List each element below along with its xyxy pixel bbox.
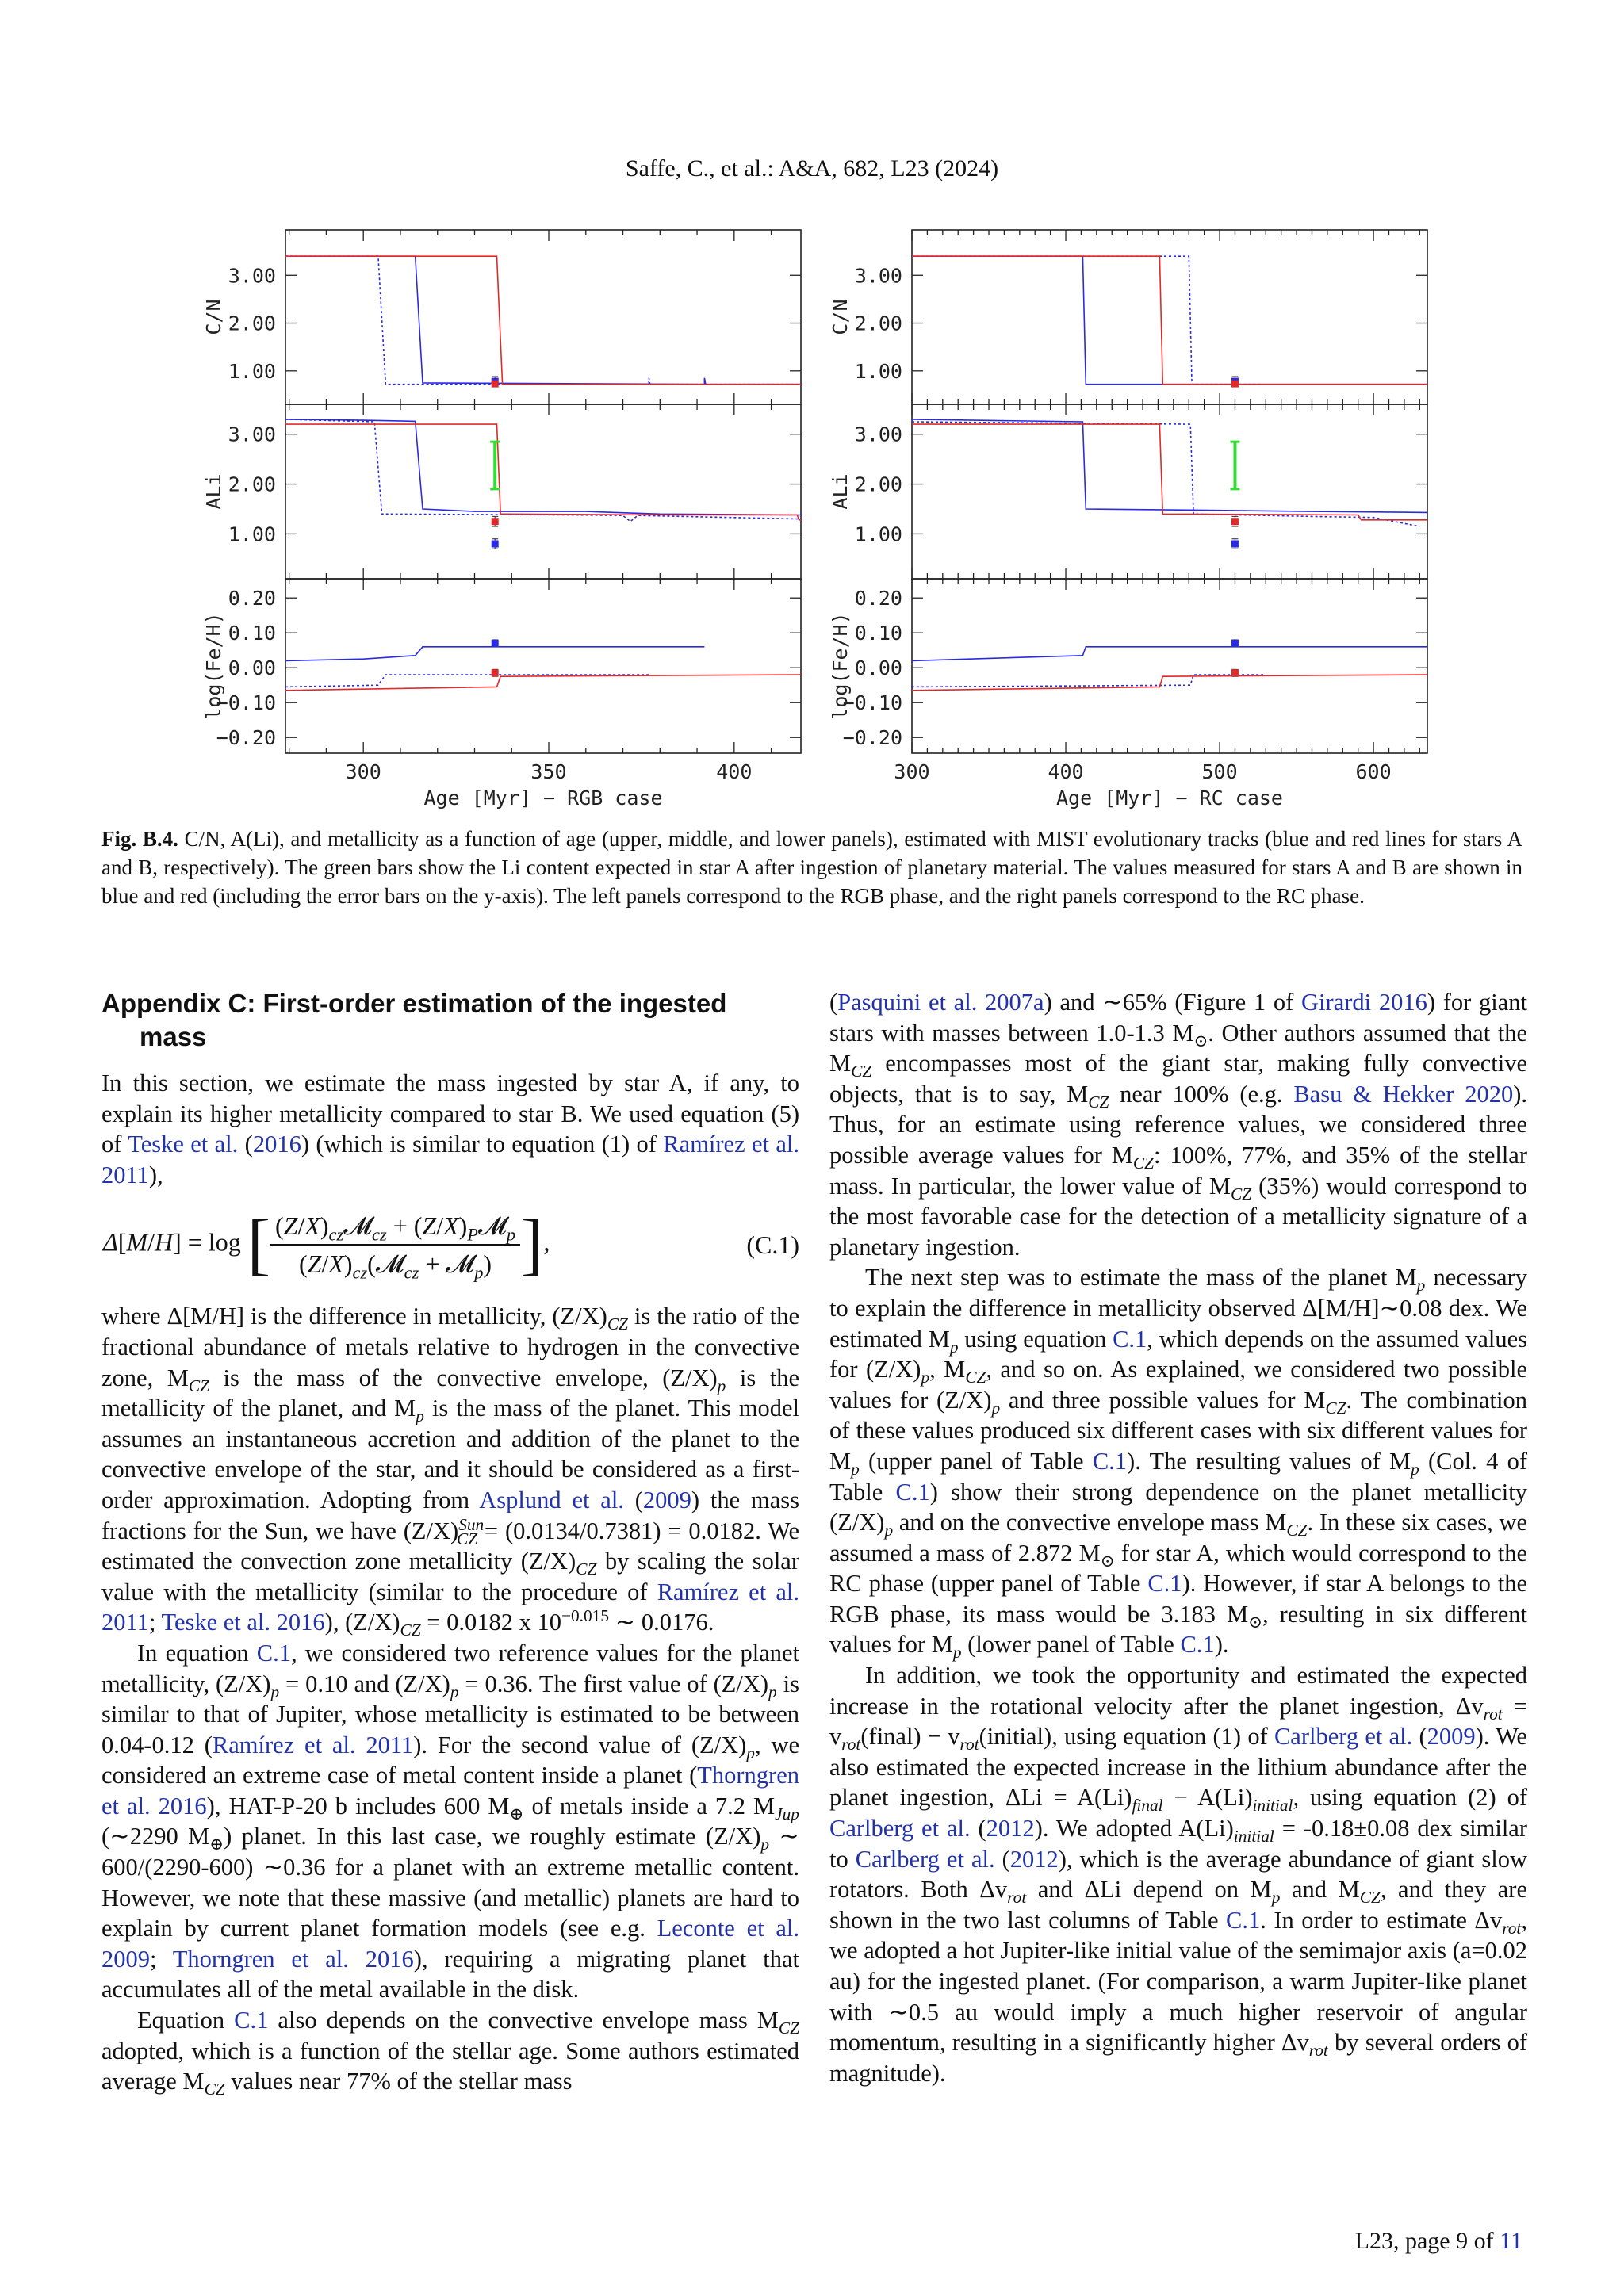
y-tick-label: 2.00 [228,312,276,335]
table-link[interactable]: C.1 [1092,1447,1128,1475]
track-line [912,424,1427,520]
citation-link[interactable]: Carlberg et al. [829,1815,971,1843]
paragraph-planet-metallicity: In equation C.1, we considered two reference values for the planet metallicity, $(Z/X)_p = 0.10$ and $(Z/X)_p = 0.36$. The first value of $(Z/X)_p$ is similar to that of Jupiter, whose metallicity is estimated to be between 0.04-0.12 (Ramírez et al. 2011). For the second value of $(Z/X)_p$, we considered an extreme case of metal content inside a planet (Thorngren et al. 2016), HAT-P-20 b includes 600 $M_\oplus$ of metals inside a 7.2 $M_{Jup}$ (∼2290 $M_\oplus$) planet. In this last case, we roughly estimate $(Z/X)_p$ ∼ 600/(2290-600) ∼0.36 for a planet with an extreme metallic content. However, we note that these massive (and metallic) planets are hard to explain by current planet formation models (see e.g. Leconte et al. 2009; Thorngren et al. 2016), requiring a migrating planet that accumulates all of the metal available in the disk. [102,1639,799,2003]
y-tick-label: −0.10 [216,691,276,715]
figure-caption [102,825,1522,910]
equation-number: (C.1) [746,1230,799,1260]
track-line [285,424,801,520]
measured-point [1231,669,1239,676]
footer-total-link[interactable]: 11 [1500,2228,1522,2254]
citation-link[interactable]: Ramírez et al. 2011 [102,1131,799,1188]
table-link[interactable]: C.1 [895,1478,930,1506]
track-line [912,419,1427,513]
measured-point [492,381,499,388]
section-title-line1: Appendix C: First-order estimation of the ingested [102,989,727,1018]
y-tick-label: −0.10 [842,691,902,715]
panel-2 [202,579,801,753]
measured-point [492,640,499,647]
citation-link[interactable]: Teske et al. [128,1131,239,1158]
y-tick-label: −0.20 [216,726,276,750]
citation-link[interactable]: Basu & Hekker 2020 [1293,1080,1514,1108]
panel-frame [285,404,801,579]
measured-point [1231,381,1239,388]
y-axis-label: C/N [202,299,225,335]
citation-link[interactable]: Girardi 2016 [1301,989,1427,1016]
measured-point [1231,640,1239,647]
track-line-dotted [285,256,801,385]
track-line [912,647,1427,661]
x-tick-label: 500 [1201,760,1238,783]
citation-link[interactable]: Ramírez et al. 2011 [102,1578,799,1636]
y-tick-label: 3.00 [854,423,902,446]
y-axis-label: log(Fe/H) [202,612,225,720]
track-line [285,647,704,661]
citation-link[interactable]: Teske et al. 2016 [161,1609,325,1636]
track-line [285,256,801,385]
x-tick-label: 300 [894,760,930,783]
paragraph-rotation-lithium: In addition, we took the opportunity and estimated the expected increase in the rotational velocity after the planet ingestion, $\Delta v_{rot}$ = $v_{rot}(final)$ − $v_{rot}(initial)$, using equation (1) of Carlberg et al. (2009). We also estimated the expected increase in the lithium abundance after the planet ingestion, $\Delta Li = A(Li)_{final} - A(Li)_{initial}$, using equation (2) of Carlberg et al. (2012). We adopted $A(Li)_{initial} = -0.18\pm 0.08$ dex similar to Carlberg et al. (2012), which is the average abundance of giant slow rotators. Both $\Delta v_{rot}$ and ΔLi depend on $M_p$ and $M_{CZ}$, and they are shown in the two last columns of Table C.1. In order to estimate $\Delta v_{rot}$, we adopted a hot Jupiter-like initial value of the semimajor axis (a=0.02 au) for the ingested planet. (For comparison, a warm Jupiter-like planet with ∼0.5 au would imply a much higher reservoir of angular momentum, resulting in a significantly higher $\Delta v_{rot}$ by several orders of magnitude). [829,1662,1528,2087]
y-axis-label: log(Fe/H) [829,612,852,720]
measured-point [1231,541,1239,548]
panel-2 [829,579,1427,753]
panel-frame [912,404,1427,579]
y-tick-label: 2.00 [854,473,902,496]
track-line [285,419,801,515]
equation-c1: Δ[M/H] = log [ $\frac{(Z/X)_{cz}𝓜_{cz} + (Z/X)_P𝓜_p}{(Z/X)_{cz}(𝓜_{cz} + 𝓜_p)}$ ], (C.1) [103,1206,799,1284]
equation-link[interactable]: C.1 [234,2007,269,2034]
y-tick-label: 0.20 [854,587,902,610]
track-line [912,675,1427,691]
x-axis-label: Age [Myr] − RC case [1056,786,1283,809]
citation-link[interactable]: Carlberg et al. [1274,1723,1413,1751]
track-line [912,256,1427,385]
y-tick-label: 2.00 [228,473,276,496]
x-axis-label: Age [Myr] − RGB case [423,786,663,809]
table-link[interactable]: C.1 [1147,1570,1182,1598]
table-link[interactable]: C.1 [1180,1631,1215,1659]
y-axis-label: C/N [829,299,852,335]
x-tick-label: 400 [716,760,753,783]
measured-point [492,541,499,548]
y-tick-label: −0.20 [842,726,902,750]
footer-page-prefix: L23, page 9 of [1354,2228,1500,2254]
y-tick-label: 0.20 [228,587,276,610]
chart-rc [825,214,1451,817]
paragraph-definitions: where Δ[M/H] is the difference in metallicity, $(Z/X)_{CZ}$ is the ratio of the fractional abundance of metals relative to hydrogen in the convective zone, $M_{CZ}$ is the mass of the convective envelope, $(Z/X)_p$ is the metallicity of the planet, and $M_p$ is the mass of the planet. This model assumes an instantaneous accretion and addition of the planet to the convective envelope of the star, and it should be considered as a first-order approximation. Adopting from Asplund et al. (2009) the mass fractions for the Sun, we have $(Z/X)^{Sun}_{CZ} = (0.0134/0.7381) = 0.0182$. We estimated the convection zone metallicity $(Z/X)_{CZ}$ by scaling the solar value with the metallicity (similar to the procedure of Ramírez et al. 2011; Teske et al. 2016), $(Z/X)_{CZ} = 0.0182$ x $10^{-0.015}$ ∼ 0.0176. [102,1303,799,1640]
citation-link[interactable]: Thorngren et al. 2016 [102,1762,799,1820]
paragraph-planet-mass: The next step was to estimate the mass of the planet $M_p$ necessary to explain the difference in metallicity observed Δ[M/H]∼0.08 dex. We estimated $M_p$ using equation C.1, which depends on the assumed values for $(Z/X)_p$, $M_{CZ}$, and so on. As explained, we considered two possible values for $(Z/X)_p$ and three possible values for $M_{CZ}$. The combination of these values produced six different cases with six different values for $M_p$ (upper panel of Table C.1). The resulting values of $M_p$ (Col. 4 of Table C.1) show their strong dependence on the planet metallicity $(Z/X)_p$ and on the convective envelope mass $M_{CZ}$. In these six cases, we assumed a mass of 2.872 $M_⊙$ for star A, which would correspond to the RC phase (upper panel of Table C.1). However, if star A belongs to the RGB phase, its mass would be 3.183 $M_⊙$, resulting in six different values for $M_p$ (lower panel of Table C.1). [829,1264,1528,1663]
section-title-line2: mass [140,1022,207,1051]
track-line-dotted [912,256,1261,385]
x-tick-label: 300 [345,760,381,783]
measured-point [492,669,499,676]
rc-chart-svg [825,214,1451,817]
x-tick-label: 350 [530,760,567,783]
panel-0 [202,230,801,404]
caption-label: Fig. B.4. [102,827,178,851]
left-column [102,987,799,2097]
y-tick-label: 1.00 [854,359,902,383]
y-tick-label: 1.00 [854,522,902,546]
paragraph-intro: In this section, we estimate the mass ingested by star A, if any, to explain its higher metallicity compared to star B. We used equation (5) of Teske et al. (2016) (which is similar to equation (1) of Ramírez et al. 2011), [102,1070,799,1188]
page-footer [1355,2228,1522,2255]
citation-link[interactable]: 2009 [642,1486,691,1513]
equation-link[interactable]: C.1 [256,1639,291,1667]
x-tick-label: 600 [1355,760,1392,783]
paragraph-envelope-mass: Equation C.1 also depends on the convective envelope mass $M_{CZ}$ adopted, which is a function of the stellar age. Some authors estimated average $M_{CZ}$ values near 77% of the stellar mass [102,2007,799,2099]
chart-rgb [198,214,825,817]
y-tick-label: 0.00 [228,656,276,680]
panel-1 [202,404,801,579]
right-column [829,987,1527,2088]
citation-link[interactable]: Ramírez et al. 2011 [212,1731,414,1758]
table-link[interactable]: C.1 [1226,1906,1261,1934]
panel-frame [285,579,801,753]
panel-frame [912,579,1427,753]
y-tick-label: 2.00 [854,312,902,335]
y-tick-label: 0.10 [228,622,276,645]
citation-link[interactable]: Asplund et al. [479,1486,624,1513]
panel-1 [829,404,1427,579]
citation-link[interactable]: Thorngren et al. 2016 [172,1945,414,1973]
equation-link[interactable]: C.1 [1113,1325,1147,1353]
citation-link[interactable]: 2016 [252,1131,301,1158]
citation-link[interactable]: 2009 [1427,1723,1476,1751]
y-tick-label: 0.10 [854,622,902,645]
x-tick-label: 400 [1048,760,1084,783]
measured-point [492,518,499,525]
track-line [285,675,801,691]
track-line [285,256,801,385]
panel-0 [829,230,1427,404]
track-line-dotted [912,422,1419,526]
citation-link[interactable]: 2012 [986,1815,1035,1843]
citation-link[interactable]: Pasquini et al. 2007a [837,989,1044,1016]
running-head: Saffe, C., et al.: A&A, 682, L23 (2024) [625,155,999,182]
rgb-chart-svg [198,214,825,817]
y-axis-label: ALi [202,473,225,510]
y-tick-label: 0.00 [854,656,902,680]
y-tick-label: 3.00 [228,264,276,288]
citation-link[interactable]: 2012 [1009,1845,1059,1873]
paragraph-envelope-mass-cont: (Pasquini et al. 2007a) and ∼65% (Figure 1 of Girardi 2016) for giant stars with masses between 1.0-1.3 $M_⊙$. Other authors assumed that the $M_{CZ}$ encompasses most of the giant star, making fully convective objects, that is to say, $M_{CZ}$ near 100% (e.g. Basu & Hekker 2020). Thus, for an estimate using reference values, we considered three possible average values for $M_{CZ}$: 100%, 77%, and 35% of the stellar mass. In particular, the lower value of $M_{CZ}$ (35%) would correspond to the most favorable case for the detection of a metallicity signature of a planetary ingestion. [829,989,1528,1261]
caption-text: C/N, A(Li), and metallicity as a function of age (upper, middle, and lower panels), estimated with MIST evolutionary tracks (blue and red lines for stars A and B, respectively). The green bars show the Li content expected in star A after ingestion of planetary material. The values measured for stars A and B are shown in blue and red (including the error bars on the y-axis). The left panels correspond to the RGB phase, and the right panels correspond to the RC phase. [102,827,1522,908]
y-axis-label: ALi [829,473,852,510]
measured-point [1231,518,1239,525]
y-tick-label: 3.00 [228,423,276,446]
citation-link[interactable]: Carlberg et al. [855,1845,995,1873]
y-tick-label: 1.00 [228,522,276,546]
track-line-dotted [285,419,801,522]
section-heading [102,987,799,1054]
y-tick-label: 1.00 [228,359,276,383]
track-line [912,256,1427,385]
citation-link[interactable]: Leconte et al. 2009 [102,1915,799,1973]
y-tick-label: 3.00 [854,264,902,288]
